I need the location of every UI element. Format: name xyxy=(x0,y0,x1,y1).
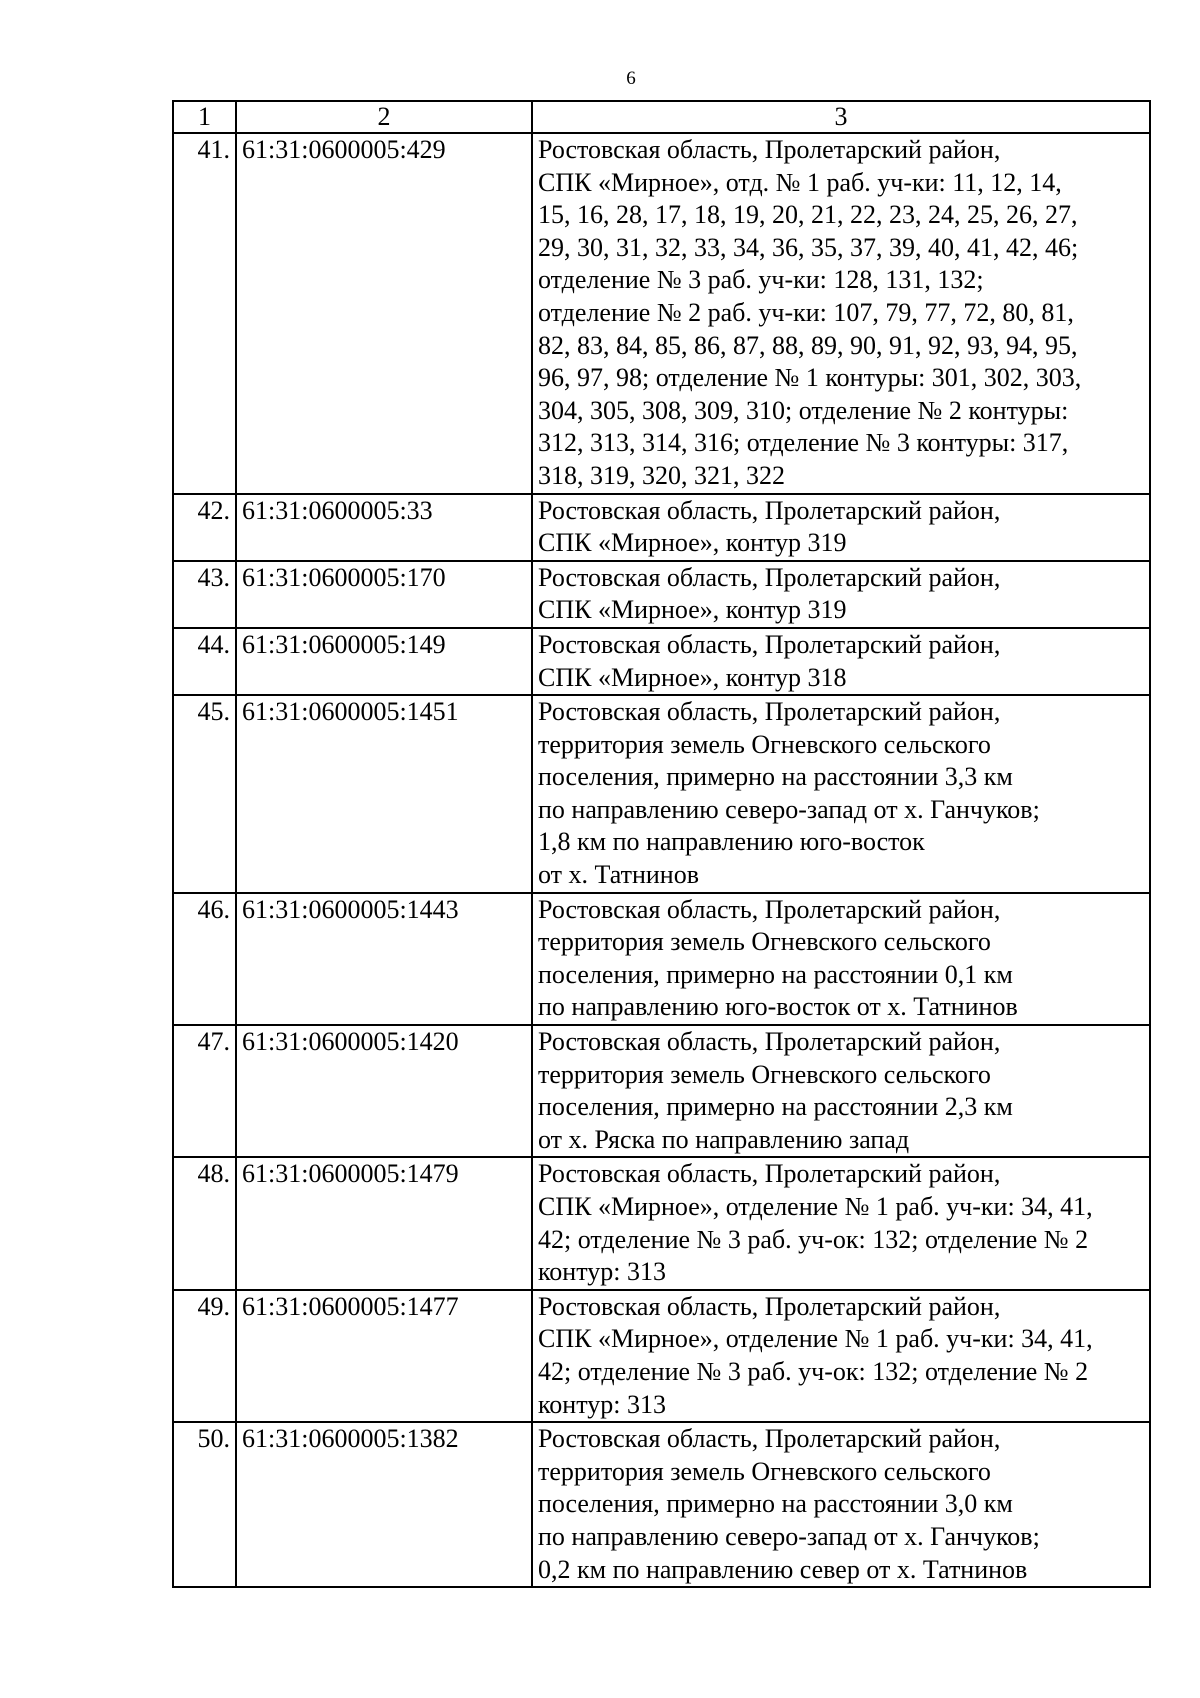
page-number: 6 xyxy=(626,68,636,89)
location-line: территория земель Огневского сельского xyxy=(538,1456,991,1486)
cadastral-number: 61:31:0600005:1479 xyxy=(236,1157,532,1289)
location-line: 304, 305, 308, 309, 310; отделение № 2 контуры: xyxy=(538,395,1069,425)
cadastral-number: 61:31:0600005:1443 xyxy=(236,893,532,1025)
cadastral-number: 61:31:0600005:33 xyxy=(236,494,532,561)
row-number: 44. xyxy=(173,628,236,695)
location-line: территория земель Огневского сельского xyxy=(538,927,991,957)
row-number: 45. xyxy=(173,695,236,893)
row-number: 50. xyxy=(173,1422,236,1587)
row-number: 42. xyxy=(173,494,236,561)
location-description xyxy=(532,628,1150,695)
header-row xyxy=(173,101,1150,133)
location-description xyxy=(532,1422,1150,1587)
location-line: СПК «Мирное», отделение № 1 раб. уч-ки: 34, 41, xyxy=(538,1324,1093,1354)
location-line: СПК «Мирное», отделение № 1 раб. уч-ки: 34, 41, xyxy=(538,1192,1093,1221)
cadastral-number: 61:31:0600005:429 xyxy=(236,133,532,494)
table-row xyxy=(173,1422,1150,1587)
location-description xyxy=(532,893,1150,1025)
column-header-location: 3 xyxy=(532,101,1150,133)
cadastral-number: 61:31:0600005:170 xyxy=(236,561,532,628)
location-line: 1,8 км по направлению юго-восток xyxy=(538,827,925,857)
column-header-cadastral: 2 xyxy=(236,101,532,133)
location-line: поселения, примерно на расстоянии 0,1 км xyxy=(538,959,1013,989)
table-row xyxy=(173,494,1150,561)
location-line: Ростовская область, Пролетарский район, xyxy=(538,697,1001,727)
cadastral-number: 61:31:0600005:1477 xyxy=(236,1290,532,1422)
location-line: 15, 16, 28, 17, 18, 19, 20, 21, 22, 23, 24, 25, 26, 27, xyxy=(538,200,1078,230)
location-line: 29, 30, 31, 32, 33, 34, 36, 35, 37, 39, 40, 41, 42, 46; xyxy=(538,232,1079,262)
cadastral-number: 61:31:0600005:1382 xyxy=(236,1422,532,1587)
location-line: 42; отделение № 3 раб. уч-ок: 132; отделение № 2 xyxy=(538,1356,1089,1386)
location-line: контур: 313 xyxy=(538,1257,666,1287)
location-line: 42; отделение № 3 раб. уч-ок: 132; отделение № 2 xyxy=(538,1224,1089,1254)
table-row xyxy=(173,1025,1150,1157)
location-line: по направлению юго-восток от х. Татнинов xyxy=(538,992,1018,1022)
cadastral-number: 61:31:0600005:1420 xyxy=(236,1025,532,1157)
location-description xyxy=(532,494,1150,561)
location-line: по направлению северо-запад от х. Ганчуков; xyxy=(538,794,1040,824)
land-plots-table xyxy=(172,100,1151,1588)
location-description xyxy=(532,695,1150,893)
table-row xyxy=(173,893,1150,1025)
row-number: 48. xyxy=(173,1157,236,1289)
location-line: контур: 313 xyxy=(538,1389,666,1419)
location-line: от х. Ряска по направлению запад xyxy=(538,1124,910,1154)
row-number: 49. xyxy=(173,1290,236,1422)
location-description xyxy=(532,1290,1150,1422)
location-line: СПК «Мирное», отд. № 1 раб. уч-ки: 11, 12, 14, xyxy=(538,167,1062,197)
table-row xyxy=(173,695,1150,893)
cadastral-number: 61:31:0600005:1451 xyxy=(236,695,532,893)
row-number: 41. xyxy=(173,133,236,494)
location-line: Ростовская область, Пролетарский район, xyxy=(538,135,1001,164)
location-line: Ростовская область, Пролетарский район, xyxy=(538,1291,1001,1321)
location-line: СПК «Мирное», контур 318 xyxy=(538,662,847,692)
location-description xyxy=(532,561,1150,628)
row-number: 46. xyxy=(173,893,236,1025)
location-line: Ростовская область, Пролетарский район, xyxy=(538,1027,1001,1057)
location-line: поселения, примерно на расстоянии 2,3 км xyxy=(538,1092,1013,1122)
column-header-number: 1 xyxy=(173,101,236,133)
location-line: отделение № 3 раб. уч-ки: 128, 131, 132; xyxy=(538,265,984,295)
table-row xyxy=(173,1290,1150,1422)
location-line: 96, 97, 98; отделение № 1 контуры: 301, 302, 303, xyxy=(538,363,1082,393)
location-line: территория земель Огневского сельского xyxy=(538,729,991,759)
location-line: СПК «Мирное», контур 319 xyxy=(538,528,847,558)
location-line: Ростовская область, Пролетарский район, xyxy=(538,562,1001,592)
location-line: 312, 313, 314, 316; отделение № 3 контуры: 317, xyxy=(538,428,1069,458)
location-line: территория земель Огневского сельского xyxy=(538,1059,991,1089)
location-line: СПК «Мирное», контур 319 xyxy=(538,595,847,625)
location-line: Ростовская область, Пролетарский район, xyxy=(538,1159,1001,1189)
location-line: по направлению северо-запад от х. Ганчуков; xyxy=(538,1521,1040,1551)
location-line: Ростовская область, Пролетарский район, xyxy=(538,495,1001,525)
location-line: Ростовская область, Пролетарский район, xyxy=(538,629,1001,659)
location-line: 318, 319, 320, 321, 322 xyxy=(538,460,785,490)
table-row xyxy=(173,133,1150,494)
location-description xyxy=(532,1157,1150,1289)
location-line: Ростовская область, Пролетарский район, xyxy=(538,894,1001,924)
row-number: 47. xyxy=(173,1025,236,1157)
table-row xyxy=(173,561,1150,628)
location-line: 82, 83, 84, 85, 86, 87, 88, 89, 90, 91, 92, 93, 94, 95, xyxy=(538,330,1078,360)
table-row xyxy=(173,1157,1150,1289)
row-number: 43. xyxy=(173,561,236,628)
cadastral-number: 61:31:0600005:149 xyxy=(236,628,532,695)
location-line: от х. Татнинов xyxy=(538,860,700,890)
table-header xyxy=(173,101,1150,133)
table-body xyxy=(173,133,1150,1587)
table-row xyxy=(173,628,1150,695)
location-line: отделение № 2 раб. уч-ки: 107, 79, 77, 72, 80, 81, xyxy=(538,297,1074,327)
location-description xyxy=(532,1025,1150,1157)
location-line: поселения, примерно на расстоянии 3,0 км xyxy=(538,1489,1013,1519)
location-line: Ростовская область, Пролетарский район, xyxy=(538,1424,1001,1454)
location-description xyxy=(532,133,1150,494)
location-line: поселения, примерно на расстоянии 3,3 км xyxy=(538,762,1013,792)
location-line: 0,2 км по направлению север от х. Татнинов xyxy=(538,1554,1028,1584)
